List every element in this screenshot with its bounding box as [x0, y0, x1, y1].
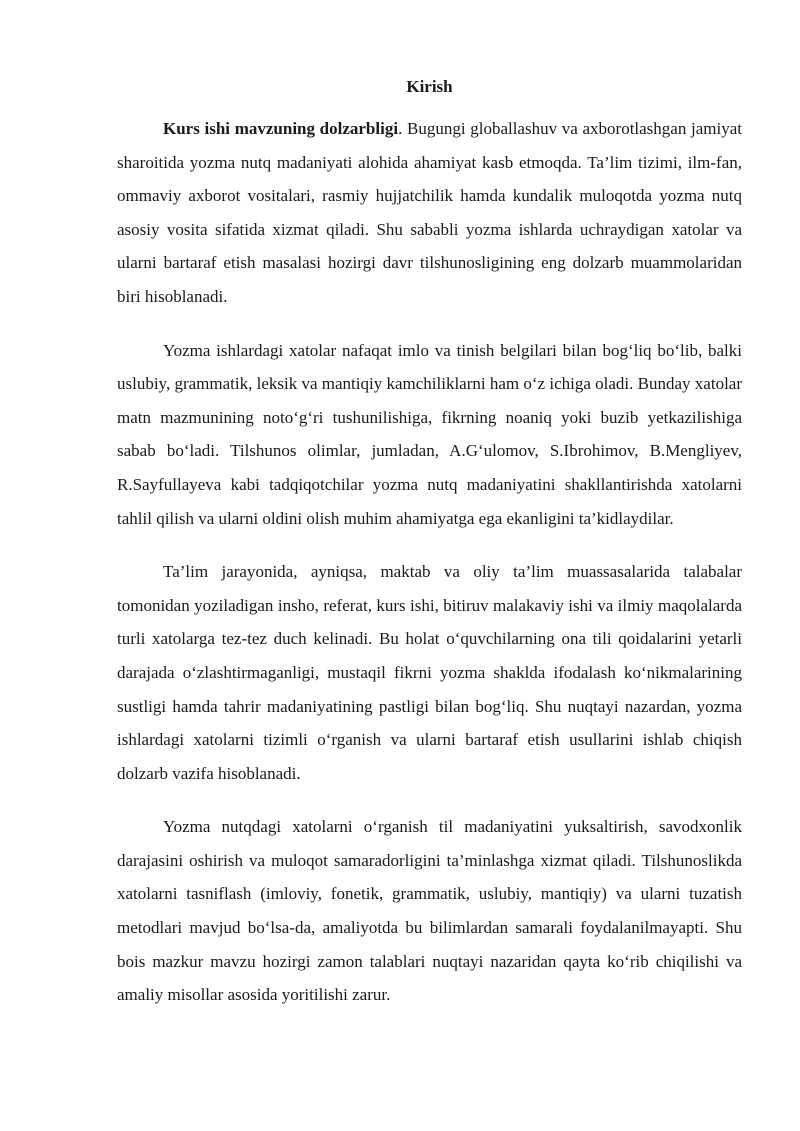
paragraph-education: Ta’lim jarayonida, ayniqsa, maktab va oliy ta’lim muassasalarida talabalar tomonidan yoziladigan insho, referat, kurs ishi, bitiruv malakaviy ishi va ilmiy maqolalarda turli xatolarga tez-tez duch kelinadi. Bu holat o‘quvchilarning ona tili qoidalarini yetarli darajada o‘zlashtirmaganligi, mustaqil fikrni yozma shaklda ifodalash ko‘nikmalarining sustligi hamda tahrir madaniyatining pastligi bilan bog‘liq. Shu nuqtayi nazardan, yozma ishlardagi xatolarni tizimli o‘rganish va ularni bartaraf etish usullarini ishlab chiqish dolzarb vazifa hisoblanadi.	[117, 562, 742, 783]
paragraph-relevance	[117, 112, 742, 314]
paragraph-text: . Bugungi globallashuv va axborotlashgan jamiyat sharoitida yozma nutq madaniyati alohida ahamiyat kasb etmoqda. Ta’lim tizimi, ilm-fan, ommaviy axborot vositalari, rasmiy hujjatchilik hamda kundalik muloqotda yozma nutq asosiy vosita sifatida xizmat qiladi. Shu sababli yozma ishlarda uchraydigan xatolar va ularni bartaraf etish masalasi hozirgi davr tilshunosligining eng dolzarb muammolaridan biri hisoblanadi.	[117, 119, 742, 306]
paragraph-lead: Kurs ishi mavzuning dolzarbligi	[163, 119, 399, 138]
paragraph-error-types: Yozma ishlardagi xatolar nafaqat imlo va tinish belgilari bilan bog‘liq bo‘lib, balki uslubiy, grammatik, leksik va mantiqiy kamchiliklarni ham o‘z ichiga oladi. Bunday xatolar matn mazmunining noto‘g‘ri tushunilishiga, fikrning noaniq yoki buzib yetkazilishiga sabab bo‘ladi. Tilshunos olimlar, jumladan, A.G‘ulomov, S.Ibrohimov, B.Mengliyev, R.Sayfullayeva kabi tadqiqotchilar yozma nutq madaniyatini shakllantirishda xatolarni tahlil qilish va ularni oldini olish muhim ahamiyatga ega ekanligini ta’kidlaydilar.	[117, 340, 742, 528]
paragraph-study-importance: Yozma nutqdagi xatolarni o‘rganish til madaniyatini yuksaltirish, savodxonlik darajasini oshirish va muloqot samaradorligini ta’minlashga xizmat qiladi. Tilshunoslikda xatolarni tasniflash (imloviy, fonetik, grammatik, uslubiy, mantiqiy) va ularni tuzatish metodlari mavjud bo‘lsa-da, amaliyotda bu bilimlardan samarali foydalanilmayapti. Shu bois mazkur mavzu hozirgi zamon talablari nuqtayi nazaridan qayta ko‘rib chiqilishi va amaliy misollar asosida yoritilishi zarur.	[117, 817, 742, 1005]
section-title: Kirish	[406, 77, 453, 96]
document-page	[117, 72, 742, 1032]
